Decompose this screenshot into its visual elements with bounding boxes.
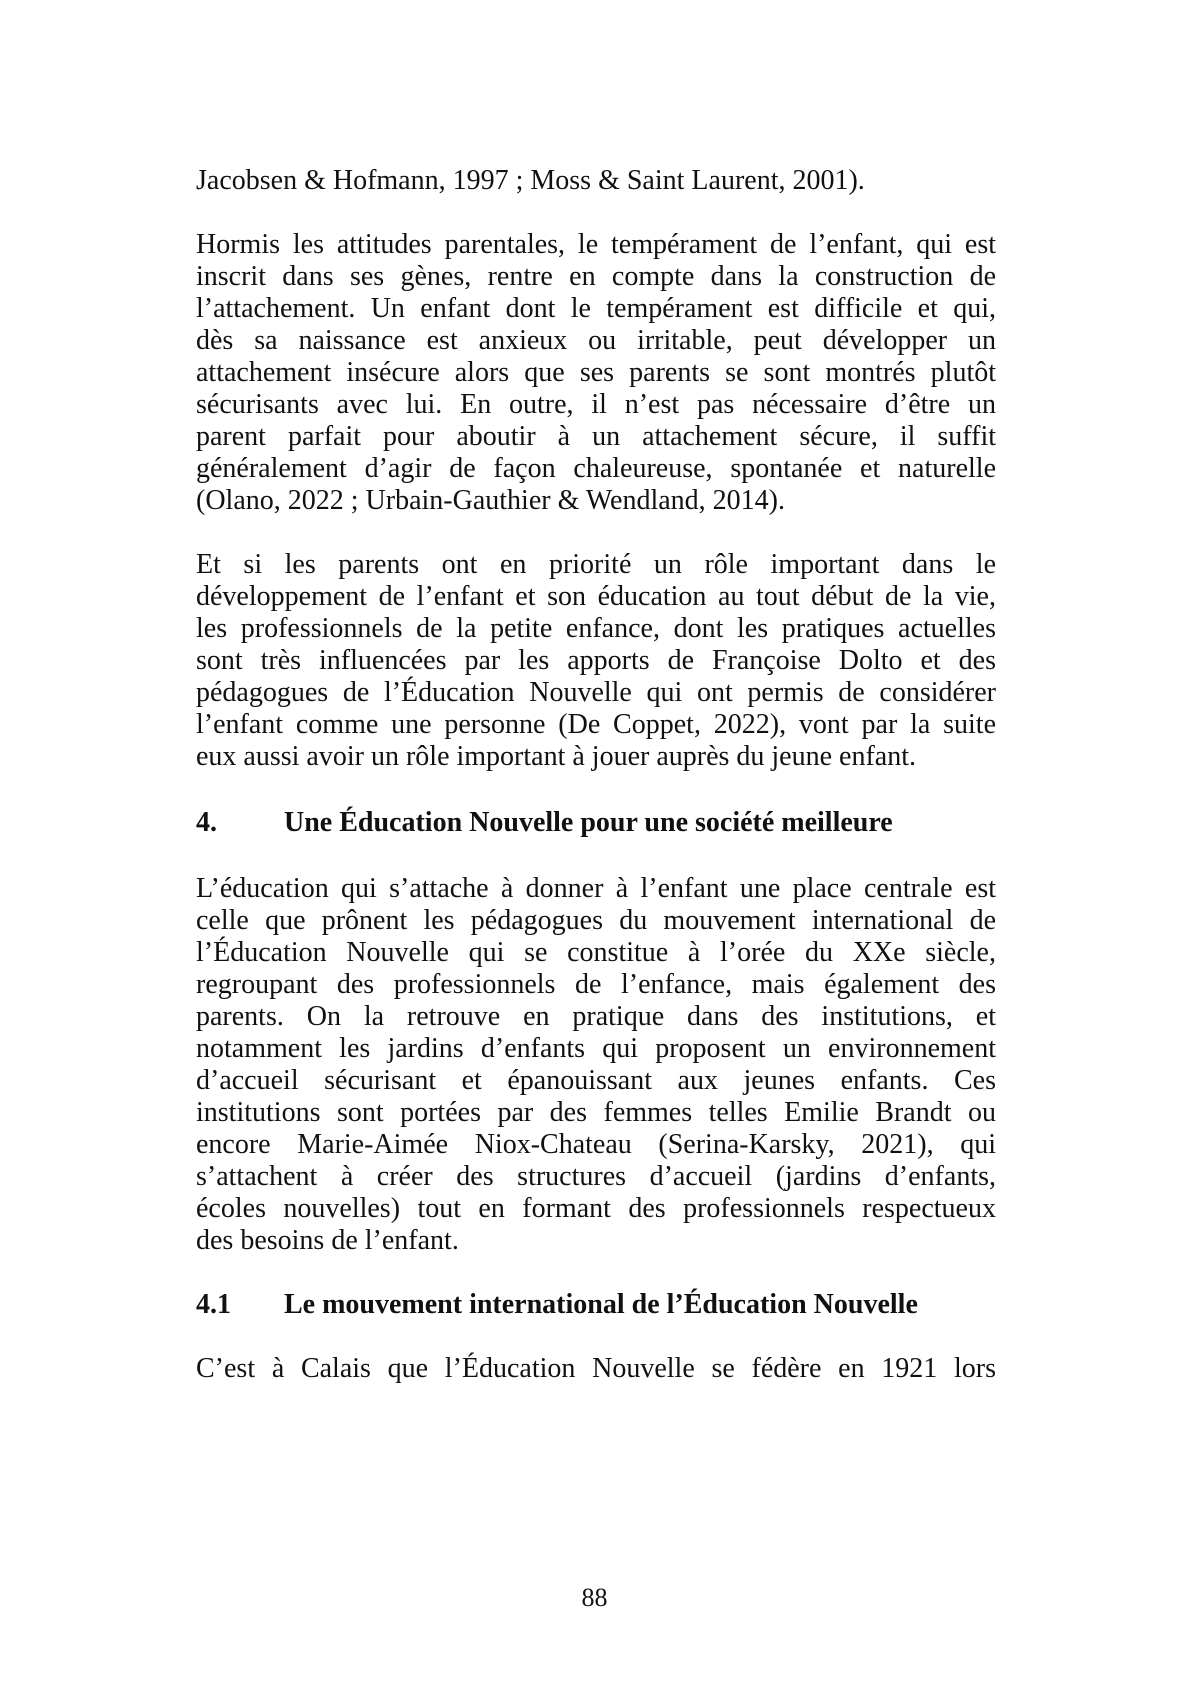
paragraph-line: celle que prônent les pédagogues du mouvement international de bbox=[196, 905, 996, 936]
section-number: 4. bbox=[196, 807, 217, 838]
subsection-heading bbox=[196, 1288, 918, 1322]
subsection-title: Le mouvement international de l’Éducation Nouvelle bbox=[284, 1289, 918, 1320]
paragraph-line: écoles nouvelles) tout en formant des professionnels respectueux bbox=[196, 1193, 996, 1224]
paragraph-line: Hormis les attitudes parentales, le tempérament de l’enfant, qui est bbox=[196, 229, 996, 260]
paragraph-line: Et si les parents ont en priorité un rôle important dans le bbox=[196, 549, 996, 580]
paragraph-line: institutions sont portées par des femmes telles Emilie Brandt ou bbox=[196, 1097, 996, 1128]
paragraph-line: (Olano, 2022 ; Urbain-Gauthier & Wendland, 2014). bbox=[196, 485, 785, 516]
paragraph-line: pédagogues de l’Éducation Nouvelle qui ont permis de considérer bbox=[196, 677, 996, 708]
subsection-number: 4.1 bbox=[196, 1289, 231, 1320]
paragraph-line: parent parfait pour aboutir à un attachement sécure, il suffit bbox=[196, 421, 996, 452]
paragraph-line: les professionnels de la petite enfance, dont les pratiques actuelles bbox=[196, 613, 996, 644]
paragraph-line: l’attachement. Un enfant dont le tempérament est difficile et qui, bbox=[196, 293, 996, 324]
paragraph-line: d’accueil sécurisant et épanouissant aux jeunes enfants. Ces bbox=[196, 1065, 996, 1096]
paragraph-line: regroupant des professionnels de l’enfance, mais également des bbox=[196, 969, 996, 1000]
paragraph-line: sont très influencées par les apports de Françoise Dolto et des bbox=[196, 645, 996, 676]
section-heading bbox=[196, 806, 893, 840]
paragraph-line: l’enfant comme une personne (De Coppet, 2022), vont par la suite bbox=[196, 709, 996, 740]
paragraph-line: inscrit dans ses gènes, rentre en compte dans la construction de bbox=[196, 261, 996, 292]
paragraph-line: sécurisants avec lui. En outre, il n’est pas nécessaire d’être un bbox=[196, 389, 996, 420]
paragraph-line: dès sa naissance est anxieux ou irritable, peut développer un bbox=[196, 325, 996, 356]
paragraph-line: généralement d’agir de façon chaleureuse, spontanée et naturelle bbox=[196, 453, 996, 484]
paragraph-line: notamment les jardins d’enfants qui proposent un environnement bbox=[196, 1033, 996, 1064]
paragraph-line: eux aussi avoir un rôle important à jouer auprès du jeune enfant. bbox=[196, 741, 916, 772]
paragraph-line: parents. On la retrouve en pratique dans des institutions, et bbox=[196, 1001, 996, 1032]
paragraph-line: attachement insécure alors que ses parents se sont montrés plutôt bbox=[196, 357, 996, 388]
paragraph-line: encore Marie-Aimée Niox-Chateau (Serina-Karsky, 2021), qui bbox=[196, 1129, 996, 1160]
paragraph-line: s’attachent à créer des structures d’accueil (jardins d’enfants, bbox=[196, 1161, 996, 1192]
paragraph-line: développement de l’enfant et son éducation au tout début de la vie, bbox=[196, 581, 996, 612]
paragraph-line: Jacobsen & Hofmann, 1997 ; Moss & Saint Laurent, 2001). bbox=[196, 165, 865, 196]
paragraph-line: des besoins de l’enfant. bbox=[196, 1225, 459, 1256]
page-number: 88 bbox=[581, 1583, 608, 1612]
paragraph-line: L’éducation qui s’attache à donner à l’enfant une place centrale est bbox=[196, 873, 996, 904]
paragraph-line: C’est à Calais que l’Éducation Nouvelle se fédère en 1921 lors bbox=[196, 1353, 996, 1384]
section-title: Une Éducation Nouvelle pour une société meilleure bbox=[284, 807, 893, 838]
paragraph-line: l’Éducation Nouvelle qui se constitue à l’orée du XXe siècle, bbox=[196, 937, 996, 968]
